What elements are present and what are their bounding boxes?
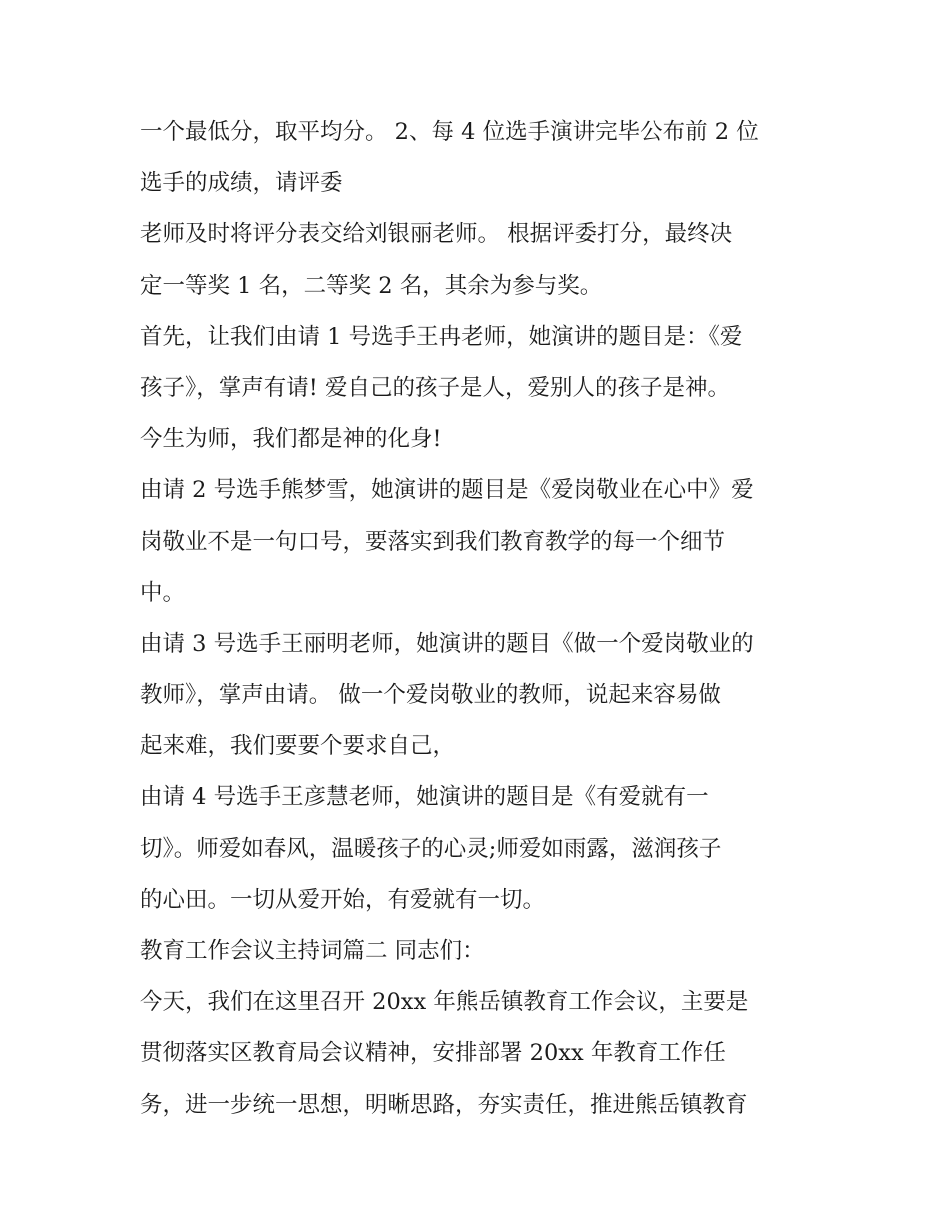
text-line: 由请 4 号选手王彦慧老师，她演讲的题目是《有爱就有一 [140, 784, 709, 811]
text-line: 切》。师爱如春风，温暖孩子的心灵;师爱如雨露，滋润孩子 [140, 835, 722, 862]
text-line: 选手的成绩，请评委 [140, 170, 343, 197]
text-line: 由请 3 号选手王丽明老师，她演讲的题目《做一个爱岗敬业的 [140, 630, 754, 657]
text-line: 教师》，掌声由请。 做一个爱岗敬业的教师，说起来容易做 [140, 682, 721, 709]
text-line: 中。 [140, 579, 186, 606]
text-line: 岗敬业不是一句口号，要落实到我们教育教学的每一个细节 [140, 528, 726, 555]
text-line: 由请 2 号选手熊梦雪，她演讲的题目是《爱岗敬业在心中》爱 [140, 477, 754, 504]
text-line: 今天，我们在这里召开 20xx 年熊岳镇教育工作会议，主要是 [140, 989, 749, 1016]
document-body [140, 107, 820, 1131]
section-heading: 教育工作会议主持词篇二 同志们： [140, 938, 485, 964]
text-line: 的心田。一切从爱开始，有爱就有一切。 [140, 886, 546, 913]
text-line: 孩子》，掌声有请! 爱自己的孩子是人，爱别人的孩子是神。 [140, 374, 730, 401]
text-line: 定一等奖 1 名，二等奖 2 名，其余为参与奖。 [140, 272, 603, 299]
text-line: 起来难，我们要要个要求自己， [140, 733, 456, 760]
text-line: 今生为师，我们都是神的化身! [140, 426, 442, 453]
text-line: 一个最低分，取平均分。 2、每 4 位选手演讲完毕公布前 2 位 [140, 119, 759, 145]
text-line: 首先，让我们由请 1 号选手王冉老师，她演讲的题目是：《爱 [140, 323, 743, 350]
text-line: 贯彻落实区教育局会议精神，安排部署 20xx 年教育工作任 [140, 1040, 726, 1067]
text-line: 老师及时将评分表交给刘银丽老师。 根据评委打分，最终决 [140, 221, 733, 248]
text-line: 务，进一步统一思想，明晰思路，夯实责任，推进熊岳镇教育 [140, 1091, 748, 1118]
